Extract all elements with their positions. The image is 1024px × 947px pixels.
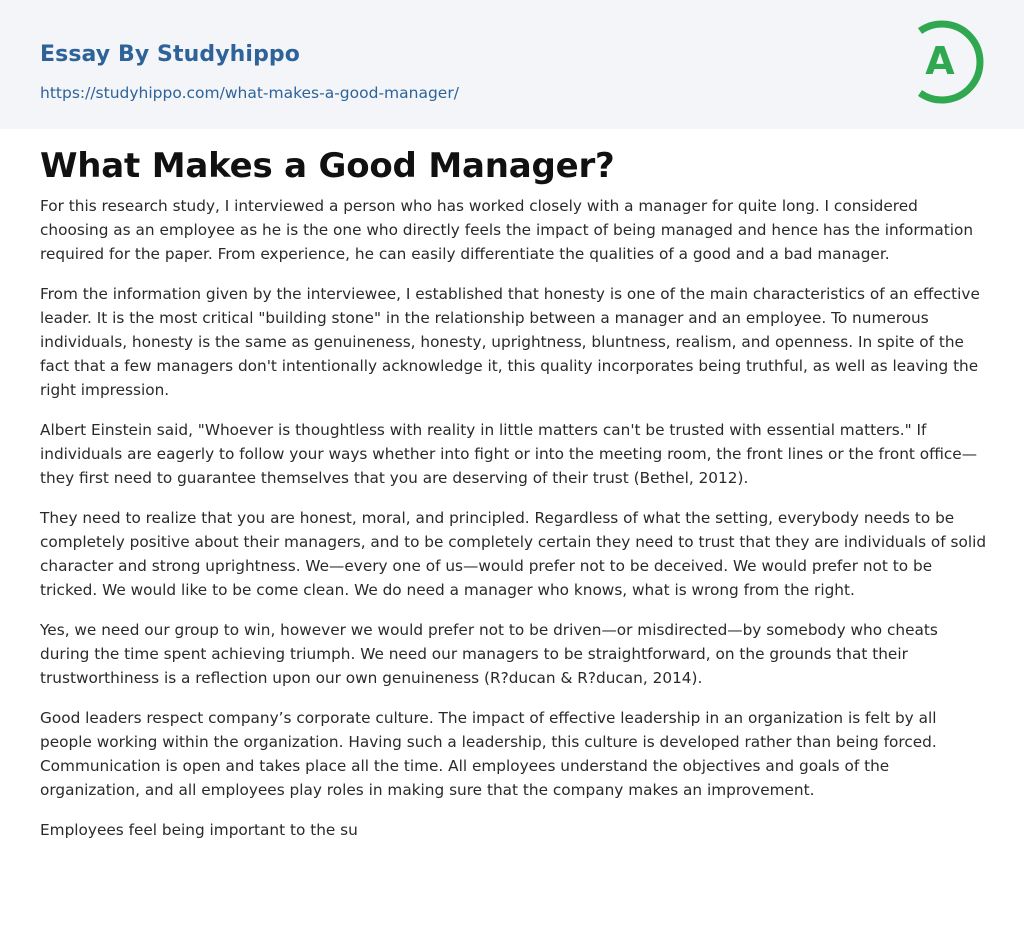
paragraph: For this research study, I interviewed a person who has worked closely with a manager for quite long. I considered choosing as an employee as he is the one who directly feels the impact of being managed and hence has the information required for the paper. From experience, he can easily differentiate the qualities of a good and a bad manager.: [40, 197, 974, 263]
paragraph: They need to realize that you are honest, moral, and principled. Regardless of what the setting, everybody needs to be completely positive about their managers, and to be completely certain they need to trust that they are individuals of solid character and strong uprightness. We—every one of us—would prefer not to be deceived. We would prefer not to be tricked. We would like to be come clean. We do need a manager who knows, what is wrong from the right.: [40, 509, 987, 599]
brand-title[interactable]: Essay By Studyhippo: [40, 42, 300, 67]
site-header: [0, 0, 1024, 129]
studyhippo-logo-icon[interactable]: [910, 18, 986, 106]
paragraph: Good leaders respect company’s corporate culture. The impact of effective leadership in an organization is felt by all people working within the organization. Having such a leadership, this culture is developed rather than being forced. Communication is open and takes place all the time. All employees understand the objectives and goals of the organization, and all employees play roles in making sure that the company makes an improvement.: [40, 709, 937, 799]
page-url-link[interactable]: https://studyhippo.com/what-makes-a-good-manager/: [40, 84, 459, 102]
article-body: [40, 194, 988, 858]
page-title: What Makes a Good Manager?: [40, 146, 615, 186]
paragraph: Albert Einstein said, "Whoever is thoughtless with reality in little matters can't be trusted with essential matters." If individuals are eagerly to follow your ways whether into fight or into the meeting room, the front lines or the front office—they first need to guarantee themselves that you are deserving of their trust (Bethel, 2012).: [40, 421, 978, 487]
logo-letter: A: [925, 39, 955, 83]
paragraph: Yes, we need our group to win, however we would prefer not to be driven—or misdirected—by somebody who cheats during the time spent achieving triumph. We need our managers to be straightforward, on the grounds that their trustworthiness is a reflection upon our own genuineness (R?ducan & R?ducan, 2014).: [40, 621, 938, 687]
paragraph-truncated: Employees feel being important to the su: [40, 821, 358, 839]
paragraph: From the information given by the interviewee, I established that honesty is one of the main characteristics of an effective leader. It is the most critical "building stone" in the relationship between a manager and an employee. To numerous individuals, honesty is the same as genuineness, honesty, uprightness, bluntness, realism, and openness. In spite of the fact that a few managers don't intentionally acknowledge it, this quality incorporates being truthful, as well as leaving the right impression.: [40, 285, 980, 399]
